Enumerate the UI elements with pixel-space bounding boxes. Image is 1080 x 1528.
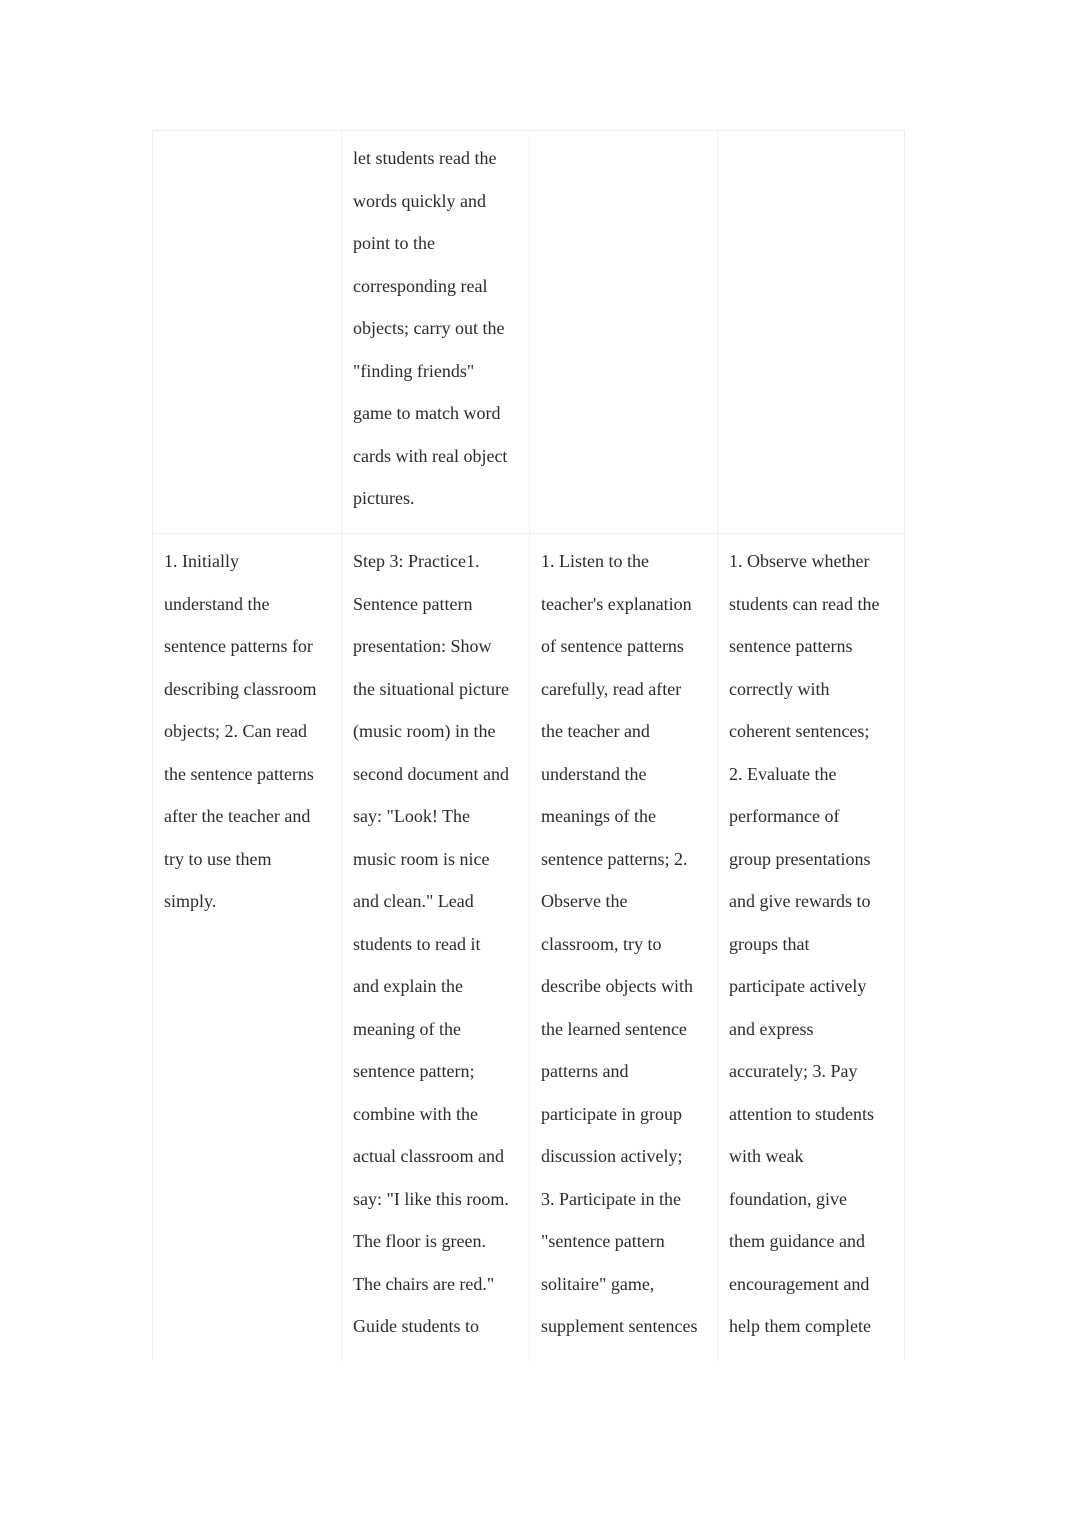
cell-text-line: corresponding real (353, 275, 488, 296)
cell-text-line: combine with the (353, 1103, 478, 1124)
cell-text-line: carefully, read after (541, 678, 682, 699)
cell-text-line: second document and (353, 763, 509, 784)
cell-text-line: 1. Listen to the (541, 551, 649, 571)
table-row (153, 534, 904, 1361)
cell-text-line: Observe the (541, 891, 628, 911)
cell-text-line: supplement sentences (541, 1316, 698, 1336)
cell-text-line: accurately; 3. Pay (729, 1061, 858, 1081)
cell-text-line: and express (729, 1018, 814, 1039)
cell-text-line: Step 3: Practice1. (353, 551, 480, 571)
cell-text-line: sentence pattern; (353, 1061, 475, 1081)
cell-text-line: describing classroom (164, 678, 317, 699)
cell-text-line: presentation: Show (353, 636, 492, 656)
cell-text-line: understand the (541, 763, 647, 784)
cell-text-line: game to match word (353, 403, 501, 423)
cell-text-line: the situational picture (353, 678, 509, 699)
cell-text-line: correctly with (729, 678, 830, 699)
cell-text-line: the sentence patterns (164, 763, 314, 784)
cell-text-line: say: "Look! The (353, 806, 470, 826)
table-row (153, 131, 904, 534)
cell-text-line: music room is nice (353, 848, 490, 869)
cell-text-line: try to use them (164, 848, 272, 869)
cell-text-line: foundation, give (729, 1188, 847, 1209)
table-cell (529, 534, 717, 1361)
cell-text-line: help them complete (729, 1316, 871, 1336)
cell-text-line: meaning of the (353, 1018, 461, 1039)
table-cell (153, 131, 341, 533)
cell-text-line: and give rewards to (729, 891, 871, 911)
cell-text-line: words quickly and (353, 190, 486, 211)
cell-text-line: participate in group (541, 1103, 682, 1124)
cell-text-line: 3. Participate in the (541, 1188, 681, 1209)
cell-text-line: the teacher and (541, 721, 650, 741)
cell-text-line: sentence patterns for (164, 636, 313, 656)
cell-text-line: classroom, try to (541, 933, 662, 954)
cell-text-line: Guide students to (353, 1316, 479, 1336)
cell-text-line: sentence patterns; 2. (541, 848, 688, 869)
cell-text-line: students to read it (353, 933, 481, 954)
cell-text-line: simply. (164, 891, 217, 911)
cell-text-line: "finding friends" (353, 360, 475, 381)
cell-text-line: 2. Evaluate the (729, 763, 837, 784)
cell-text-line: attention to students (729, 1103, 874, 1124)
cell-text-line: groups that (729, 933, 810, 954)
cell-text-line: describe objects with (541, 976, 693, 996)
cell-text-line: pictures. (353, 488, 415, 508)
cell-text-line: actual classroom and (353, 1146, 504, 1166)
cell-text-line: encouragement and (729, 1273, 870, 1294)
cell-text-line: objects; carry out the (353, 318, 505, 338)
cell-text-line: point to the (353, 233, 435, 253)
cell-text-line: discussion actively; (541, 1146, 683, 1166)
cell-text-line: meanings of the (541, 806, 656, 826)
cell-text-line: solitaire" game, (541, 1273, 655, 1294)
cell-text-line: Sentence pattern (353, 593, 473, 614)
cell-text-line: (music room) in the (353, 721, 496, 741)
cell-text-line: say: "I like this room. (353, 1188, 509, 1209)
table-cell (153, 534, 341, 1361)
cell-text-line: sentence patterns (729, 636, 853, 656)
cell-text-line: patterns and (541, 1061, 629, 1081)
cell-text-line: understand the (164, 593, 270, 614)
table-cell (341, 534, 529, 1361)
cell-text-line: cards with real object (353, 445, 508, 466)
cell-text-line: after the teacher and (164, 806, 311, 826)
cell-text-line: 1. Initially (164, 551, 239, 571)
cell-text-line: performance of (729, 806, 840, 826)
lesson-plan-table (152, 130, 905, 1360)
table-cell (341, 131, 529, 533)
cell-text-line: participate actively (729, 976, 867, 996)
cell-text-line: teacher's explanation (541, 593, 692, 614)
cell-text-line: objects; 2. Can read (164, 721, 307, 741)
cell-text-line: and clean." Lead (353, 891, 474, 911)
table-cell (717, 534, 905, 1361)
cell-text-line: the learned sentence (541, 1018, 687, 1039)
cell-text-line: 1. Observe whether (729, 551, 870, 571)
cell-text-line: of sentence patterns (541, 636, 684, 656)
cell-text-line: and explain the (353, 976, 463, 996)
cell-text-line: students can read the (729, 593, 880, 614)
cell-text-line: "sentence pattern (541, 1231, 665, 1251)
table-cell (529, 131, 717, 533)
cell-text-line: The floor is green. (353, 1231, 486, 1251)
cell-text-line: with weak (729, 1146, 804, 1166)
cell-text-line: them guidance and (729, 1231, 865, 1251)
cell-text-line: let students read the (353, 148, 497, 168)
cell-text-line: group presentations (729, 848, 871, 869)
table-cell (717, 131, 905, 533)
cell-text-line: The chairs are red." (353, 1273, 495, 1294)
cell-text-line: coherent sentences; (729, 721, 870, 741)
